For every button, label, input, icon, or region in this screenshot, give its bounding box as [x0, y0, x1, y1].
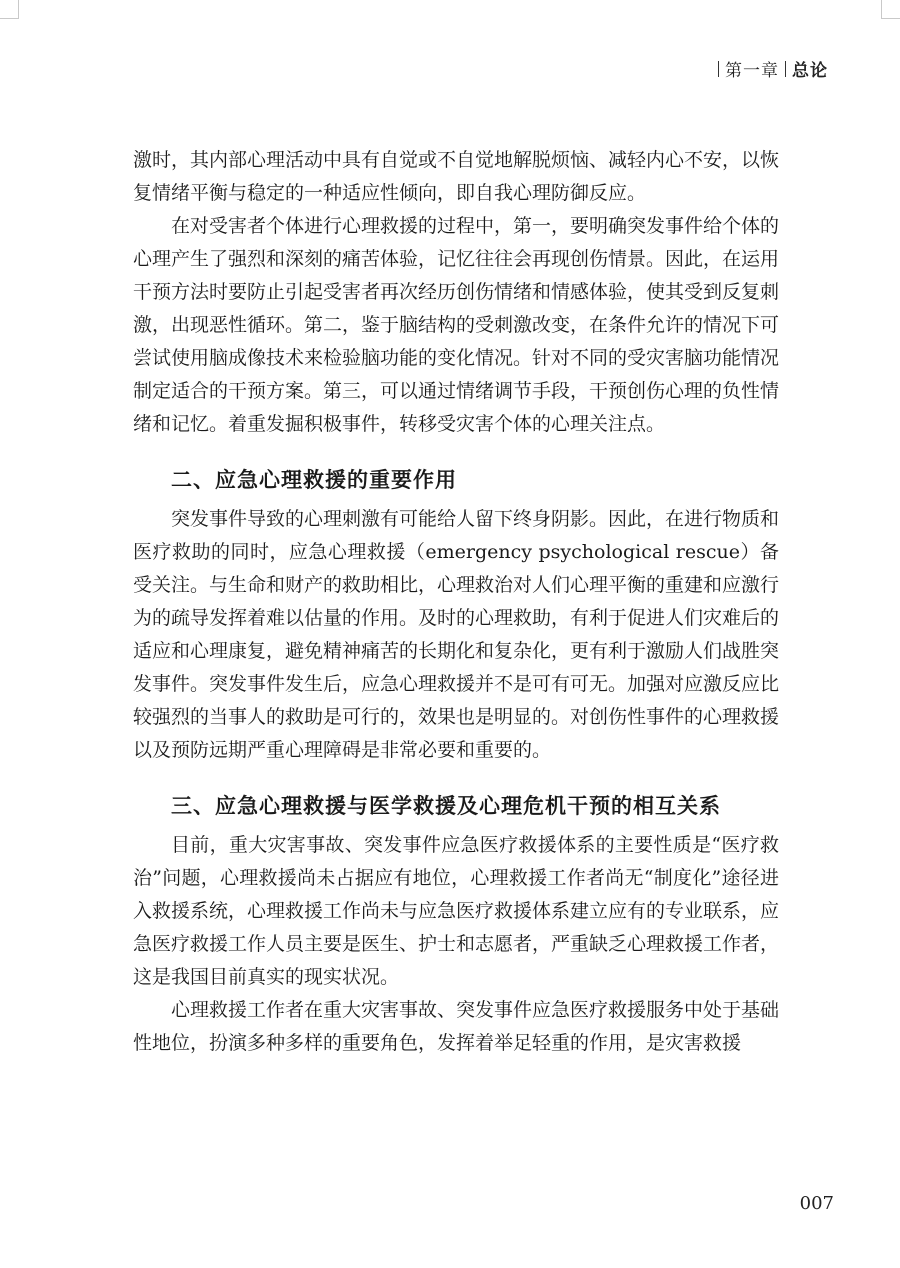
section-heading: 三、应急心理救援与医学救援及心理危机干预的相互关系 [171, 794, 721, 818]
paragraph: 突发事件导致的心理刺激有可能给人留下终身阴影。因此，在进行物质和医疗救助的同时，应急心理救援（emergency psychological rescue）备受关注。与生命和财产的救助相比，心理救治对人们心理平衡的重建和应激行为的疏导发挥着难以估量的作用。及时的心理救助，有利于促进人们灾难后的适应和心理康复，避免精神痛苦的长期化和复杂化，更有利于激励人们战胜突发事件。突发事件发生后，应急心理救援并不是可有可无。加强对应激反应比较强烈的当事人的救助是可行的，效果也是明显的。对创伤性事件的心理救援以及预防远期严重心理障碍是非常必要和重要的。 [133, 508, 780, 761]
page-number: 007 [799, 1193, 834, 1214]
body-text [133, 144, 779, 1060]
section-heading: 二、应急心理救援的重要作用 [171, 468, 457, 492]
paragraph: 心理救援工作者在重大灾害事故、突发事件应急医疗救援服务中处于基础性地位，扮演多种多样的重要角色，发挥着举足轻重的作用，是灾害救援 [133, 999, 780, 1054]
divider-bar [718, 61, 719, 77]
divider-bar [785, 61, 786, 77]
paragraph: 在对受害者个体进行心理救援的过程中，第一，要明确突发事件给个体的心理产生了强烈和深刻的痛苦体验，记忆往往会再现创伤情景。因此，在运用干预方法时要防止引起受害者再次经历创伤情绪和情感体验，使其受到反复刺激，出现恶性循环。第二，鉴于脑结构的受刺激改变，在条件允许的情况下可尝试使用脑成像技术来检验脑功能的变化情况。针对不同的受灾害脑功能情况制定适合的干预方案。第三，可以通过情绪调节手段，干预创伤心理的负性情绪和记忆。着重发掘积极事件，转移受灾害个体的心理关注点。 [133, 215, 780, 435]
running-head-chapter: 第一章 [725, 61, 779, 81]
crop-mark-top-left [0, 0, 19, 19]
crop-mark-top-right [881, 0, 900, 19]
paragraph: 目前，重大灾害事故、突发事件应急医疗救援体系的主要性质是“医疗救治”问题，心理救援尚未占据应有地位，心理救援工作者尚无“制度化”途径进入救援系统，心理救援工作尚未与应急医疗救援体系建立应有的专业联系，应急医疗救援工作人员主要是医生、护士和志愿者，严重缺乏心理救援工作者，这是我国目前真实的现实状况。 [133, 834, 780, 988]
paragraph-continued: 激时，其内部心理活动中具有自觉或不自觉地解脱烦恼、减轻内心不安，以恢复情绪平衡与稳定的一种适应性倾向，即自我心理防御反应。 [133, 149, 780, 204]
running-head [712, 56, 828, 81]
running-head-section: 总论 [792, 61, 828, 81]
